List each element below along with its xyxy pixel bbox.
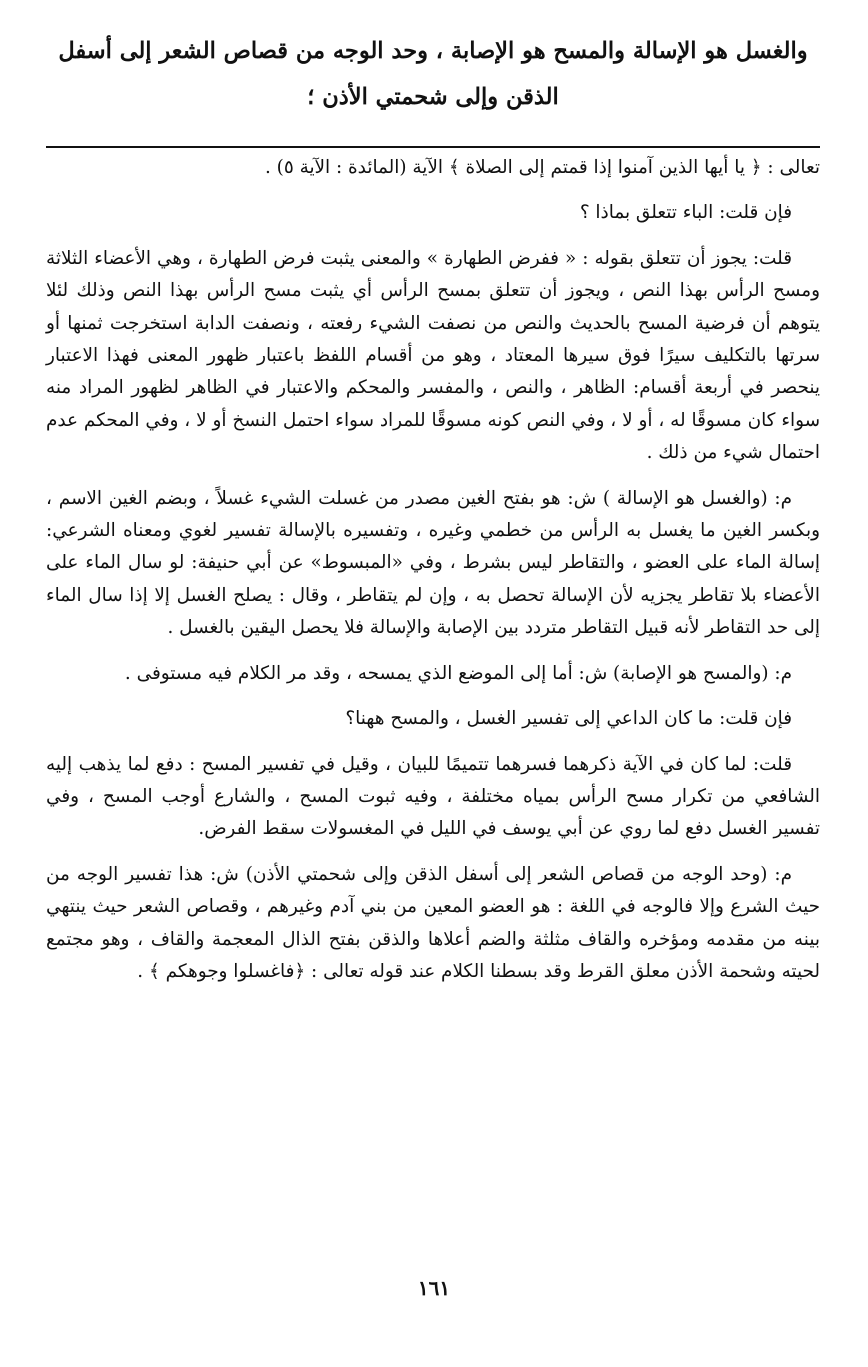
paragraph-question-ba: فإن قلت: الباء تتعلق بماذا ؟ — [579, 202, 792, 224]
paragraph-hadd-wajh: م: (وحد الوجه من قصاص الشعر إلى أسفل الذقن وإلى شحمتي الأذن) ش: هذا تفسير الوجه من حيث الشرع وإلا فالوجه في اللغة : هو العضو المعين من بني آدم وغيرهم ، وقصاص الشعر حيث ينتهي بينه من مقدمه ومؤخره والقاف مثلثة والضم أعلاها والذقن بفتح الذال المعجمة والقاف ، وهو مجتمع لحيته وشحمة الأذن معلق القرط وقد بسطنا الكلام عند قوله تعالى : ﴿فاغسلوا وجوهكم ﴾ . — [46, 863, 820, 982]
paragraph-question-tafsir: فإن قلت: ما كان الداعي إلى تفسير الغسل ، والمسح ههنا؟ — [345, 708, 792, 730]
paragraph-ghusl-isala: م: (والغسل هو الإسالة ) ش: هو بفتح الغين مصدر من غسلت الشيء غسلاً ، وبضم الغين الاسم ، وبكسر الغين ما يغسل به الرأس من خطمي وغيره ، وتفسيره بالإسالة تفسير لغوي ومعناه الشرعي: إسالة الماء على العضو ، والتقاطر ليس بشرط ، وفي «المبسوط» عن أبي حنيفة: لو سال الماء على الأعضاء بلا تقاطر يجزيه لأن الإسالة تحصل به ، وإن لم يتقاطر ، وقال : يصلح الغسل إلا إذا سال الماء إلى حد التقاطر لأنه قبيل التقاطر متردد بين الإصابة والإسالة فلا يحصل اليقين بالغسل . — [46, 487, 820, 639]
paragraph-mash-isaba: م: (والمسح هو الإصابة) ش: أما إلى الموضع الذي يمسحه ، وقد مر الكلام فيه مستوفى . — [124, 662, 792, 684]
paragraph-answer-ba: قلت: يجوز أن تتعلق بقوله : « ففرض الطهارة » والمعنى يثبت فرض الطهارة ، وهي الأعضاء الثلاثة ومسح الرأس بهذا النص ، ويجوز أن تتعلق بمسح الرأس أي يثبت مسح الرأس بهذا النص وذلك لئلا يتوهم أن فرضية المسح بالحديث والنص من نصفت الشيء رفعته ، ونصفت الدابة استخرجت ثمنها أو سرتها بالتكليف سيرًا فوق سيرها المعتاد ، وهو من أقسام اللفظ باعتبار ظهور المعنى فهذا الاعتبار ينحصر في أربعة أقسام: الظاهر ، والنص ، والمفسر والمحكم والاعتبار في الظاهر لظهور المراد منه سواء كان مسوقًا له ، أو لا ، وفي النص كونه مسوقًا للمراد سواء احتمل النسخ أو لا ، وفي المحكم عدم احتمال شيء من ذلك . — [46, 247, 820, 464]
page-body — [46, 152, 820, 988]
header-text: والغسل هو الإسالة والمسح هو الإصابة ، وحد الوجه من قصاص الشعر إلى أسفل الذقن وإلى شحمتي الأذن ؛ — [58, 38, 808, 110]
paragraph-answer-tafsir: قلت: لما كان في الآية ذكرهما فسرهما تتميمًا للبيان ، وقيل في تفسير المسح : دفع لما يذهب إليه الشافعي من تكرار مسح الرأس بمياه مختلفة ، وفيه ثبوت المسح ، والشارع أوجب المسح ، وفي تفسير الغسل دفع لما روي عن أبي يوسف في الليل في المغسولات سقط الفرض. — [46, 753, 820, 840]
header-divider — [46, 146, 820, 148]
paragraph-verse-citation: تعالى : ﴿ يا أيها الذين آمنوا إذا قمتم إلى الصلاة ﴾ الآية (المائدة : الآية ٥) . — [264, 157, 820, 178]
page-number: ١٦١ — [417, 1276, 451, 1300]
